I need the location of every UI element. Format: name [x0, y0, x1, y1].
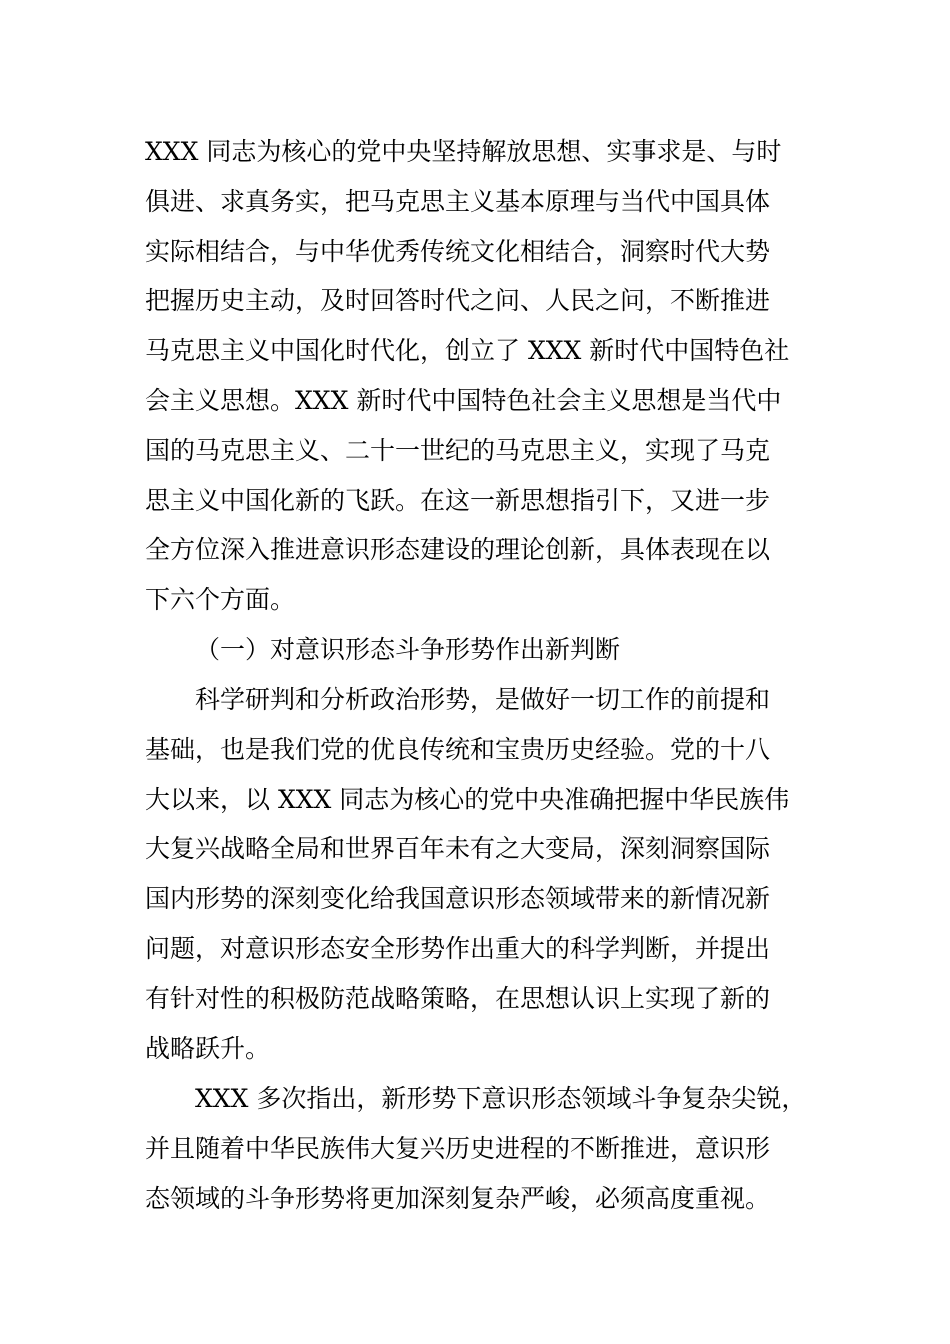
text-line: 有针对性的积极防范战略策略，在思想认识上实现了新的 [145, 983, 771, 1013]
section-heading [145, 625, 815, 675]
text-line: 大以来，以 XXX 同志为核心的党中央准确把握中华民族伟 [145, 784, 790, 814]
text-line: XXX 同志为核心的党中央坚持解放思想、实事求是、与时 [145, 137, 782, 166]
text-line: 国的马克思主义、二十一世纪的马克思主义，实现了马克 [145, 435, 771, 465]
text-line: 态领域的斗争形势将更加深刻复杂严峻，必须高度重视。 [145, 1183, 771, 1213]
text-line: 实际相结合，与中华优秀传统文化相结合，洞察时代大势 [145, 236, 771, 266]
text-line: 马克思主义中国化时代化，创立了 XXX 新时代中国特色社 [145, 336, 790, 366]
text-line: 科学研判和分析政治形势，是做好一切工作的前提和 [195, 685, 771, 714]
text-line: 把握历史主动，及时回答时代之问、人民之问，不断推进 [145, 286, 771, 316]
text-line: 基础，也是我们党的优良传统和宝贵历史经验。党的十八 [145, 734, 771, 764]
text-line: 战略跃升。 [145, 1033, 271, 1063]
body-paragraph [145, 1074, 815, 1223]
text-line: 下六个方面。 [145, 585, 296, 615]
text-line: 思主义中国化新的飞跃。在这一新思想指引下，又进一步 [145, 485, 771, 515]
text-line: 问题，对意识形态安全形势作出重大的科学判断，并提出 [145, 933, 771, 963]
text-line: 国内形势的深刻变化给我国意识形态领域带来的新情况新 [145, 884, 771, 914]
text-line: 大复兴战略全局和世界百年未有之大变局，深刻洞察国际 [145, 834, 771, 864]
text-line: 并且随着中华民族伟大复兴历史进程的不断推进，意识形 [145, 1133, 771, 1163]
text-line: XXX 多次指出，新形势下意识形态领域斗争复杂尖锐， [195, 1084, 807, 1113]
body-paragraph [145, 127, 815, 625]
text-line: 全方位深入推进意识形态建设的理论创新，具体表现在以 [145, 535, 771, 565]
text-line: 会主义思想。XXX 新时代中国特色社会主义思想是当代中 [145, 385, 782, 415]
heading-text: （一）对意识形态斗争形势作出新判断 [195, 635, 621, 664]
body-paragraph [145, 675, 815, 1073]
text-line: 俱进、求真务实，把马克思主义基本原理与当代中国具体 [145, 186, 771, 216]
